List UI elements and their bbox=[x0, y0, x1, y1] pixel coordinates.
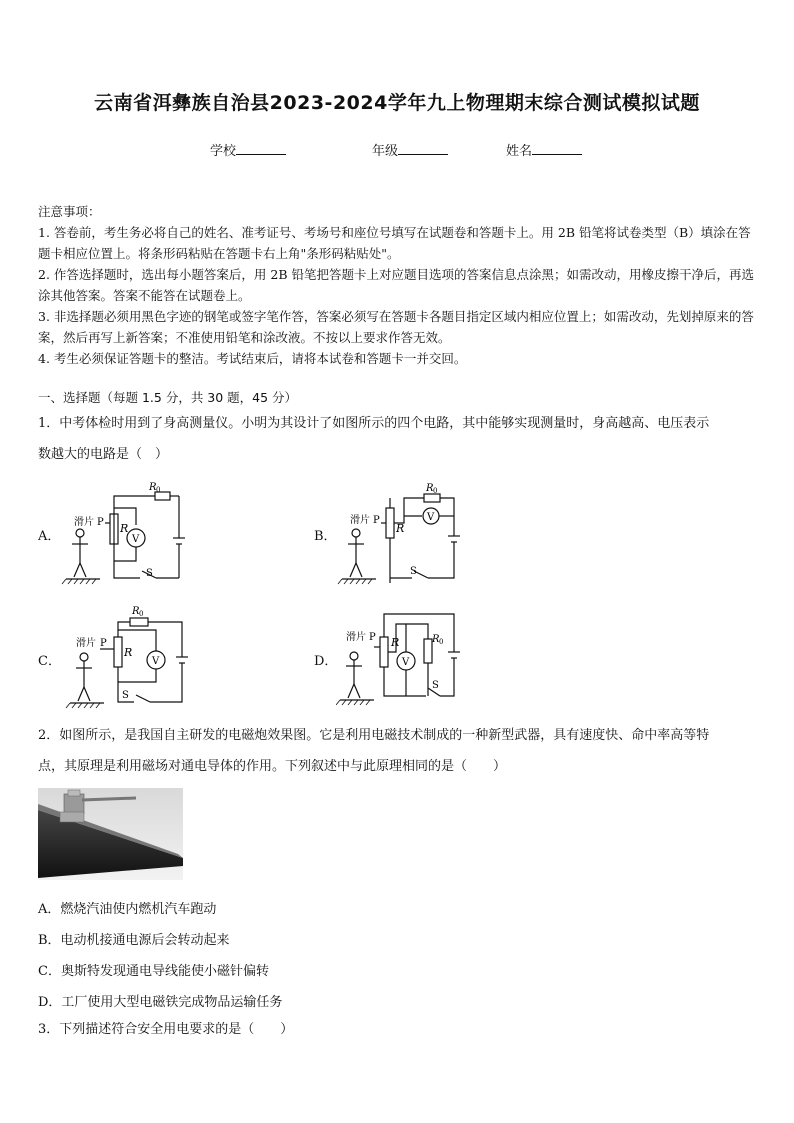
circuit-diagram-b bbox=[336, 478, 476, 588]
r-label-d: R bbox=[391, 636, 400, 649]
p-label-b: P bbox=[373, 515, 380, 526]
slider-label-c: 滑片 bbox=[76, 638, 96, 649]
slider-label-a: 滑片 bbox=[74, 517, 94, 528]
question-2-line-2: 点，其原理是利用磁场对通电导体的作用。下列叙述中与此原理相同的是（ ） bbox=[38, 759, 507, 774]
circuit-diagram-c bbox=[60, 602, 200, 712]
question-2 bbox=[38, 720, 758, 782]
grade-blank bbox=[398, 142, 448, 155]
question-2-option-b: B．电动机接通电源后会转动起来 bbox=[38, 933, 230, 948]
railgun-illustration bbox=[38, 788, 183, 880]
option-a-label: A． bbox=[38, 529, 61, 544]
school-label: 学校 bbox=[210, 144, 237, 159]
r0-label-c: R bbox=[132, 606, 140, 617]
grade-label: 年级 bbox=[372, 144, 399, 159]
r0-sub-b: 0 bbox=[433, 487, 438, 495]
notes bbox=[38, 201, 758, 369]
voltmeter-label-a: V bbox=[132, 534, 140, 545]
question-2-option-d: D．工厂使用大型电磁铁完成物品运输任务 bbox=[38, 995, 283, 1010]
voltmeter-label-c: V bbox=[152, 656, 160, 667]
slider-label-b: 滑片 bbox=[350, 515, 370, 526]
switch-label-d: S bbox=[432, 680, 439, 691]
question-3: 3．下列描述符合安全用电要求的是（ ） bbox=[38, 1022, 294, 1037]
r-label-b: R bbox=[396, 522, 405, 535]
option-c-label: C． bbox=[38, 654, 61, 669]
circuit-diagram-a bbox=[60, 478, 200, 588]
name-blank bbox=[532, 142, 582, 155]
name-label: 姓名 bbox=[506, 144, 533, 159]
question-1 bbox=[38, 408, 758, 470]
notes-item-3: 3. 非选择题必须用黑色字迹的钢笔或签字笔作答，答案必须写在答题卡各题目指定区域内相应位置上；如需改动，先划掉原来的答案，然后再写上新答案；不准使用铅笔和涂改液。不按以上要求作答无效。 bbox=[38, 309, 754, 345]
school-field bbox=[210, 140, 286, 159]
question-1-line-1: 1．中考体检时用到了身高测量仪。小明为其设计了如图所示的四个电路，其中能够实现测量时，身高越高、电压表示 bbox=[38, 416, 710, 431]
r-label-a: R bbox=[120, 522, 129, 535]
railgun-image bbox=[38, 788, 183, 880]
voltmeter-label-b: V bbox=[427, 512, 435, 523]
r0-sub-c: 0 bbox=[139, 610, 144, 618]
r0-label-d: R bbox=[432, 634, 440, 645]
r0-sub-d: 0 bbox=[439, 638, 444, 646]
switch-label-c: S bbox=[122, 690, 129, 701]
switch-label-a: S bbox=[146, 568, 153, 579]
option-b-label: B． bbox=[314, 529, 337, 544]
r-label-c: R bbox=[124, 646, 133, 659]
question-2-option-a: A．燃烧汽油使内燃机汽车跑动 bbox=[38, 902, 217, 917]
notes-item-1: 1. 答卷前，考生务必将自己的姓名、准考证号、考场号和座位号填写在试题卷和答题卡上。用 2B 铅笔将试卷类型（B）填涂在答题卡相应位置上。将条形码粘贴在答题卡右上角"条形码粘贴处"。 bbox=[38, 225, 751, 261]
r0-sub-a: 0 bbox=[156, 486, 161, 494]
notes-item-4: 4. 考生必须保证答题卡的整洁。考试结束后，请将本试卷和答题卡一并交回。 bbox=[38, 351, 467, 366]
p-label-d: P bbox=[369, 632, 376, 643]
question-1-line-2: 数越大的电路是（ ） bbox=[38, 447, 169, 462]
school-blank bbox=[236, 142, 286, 155]
section-heading: 一、选择题（每题 1.5 分，共 30 题，45 分） bbox=[38, 390, 298, 405]
name-field bbox=[506, 140, 582, 159]
question-2-options bbox=[38, 894, 758, 1018]
r0-label-a: R bbox=[149, 482, 157, 493]
voltmeter-label-d: V bbox=[402, 657, 410, 668]
p-label-a: P bbox=[97, 517, 104, 528]
slider-label-d: 滑片 bbox=[346, 632, 366, 643]
p-label-c: P bbox=[100, 638, 107, 649]
r0-label-b: R bbox=[426, 483, 434, 494]
notes-heading: 注意事项： bbox=[38, 204, 101, 219]
notes-item-2: 2. 作答选择题时，选出每小题答案后，用 2B 铅笔把答题卡上对应题目选项的答案信息点涂黑；如需改动，用橡皮擦干净后，再选涂其他答案。答案不能答在试题卷上。 bbox=[38, 267, 754, 303]
circuit-diagram-d bbox=[336, 602, 476, 712]
option-d-label: D． bbox=[314, 654, 338, 669]
page-title: 云南省洱彝族自治县2023-2024学年九上物理期末综合测试模拟试题 bbox=[94, 92, 700, 114]
grade-field bbox=[372, 140, 448, 159]
question-2-line-1: 2．如图所示，是我国自主研发的电磁炮效果图。它是利用电磁技术制成的一种新型武器，具有速度快、命中率高等特 bbox=[38, 728, 710, 743]
switch-label-b: S bbox=[410, 566, 417, 577]
question-2-option-c: C．奥斯特发现通电导线能使小磁针偏转 bbox=[38, 964, 269, 979]
